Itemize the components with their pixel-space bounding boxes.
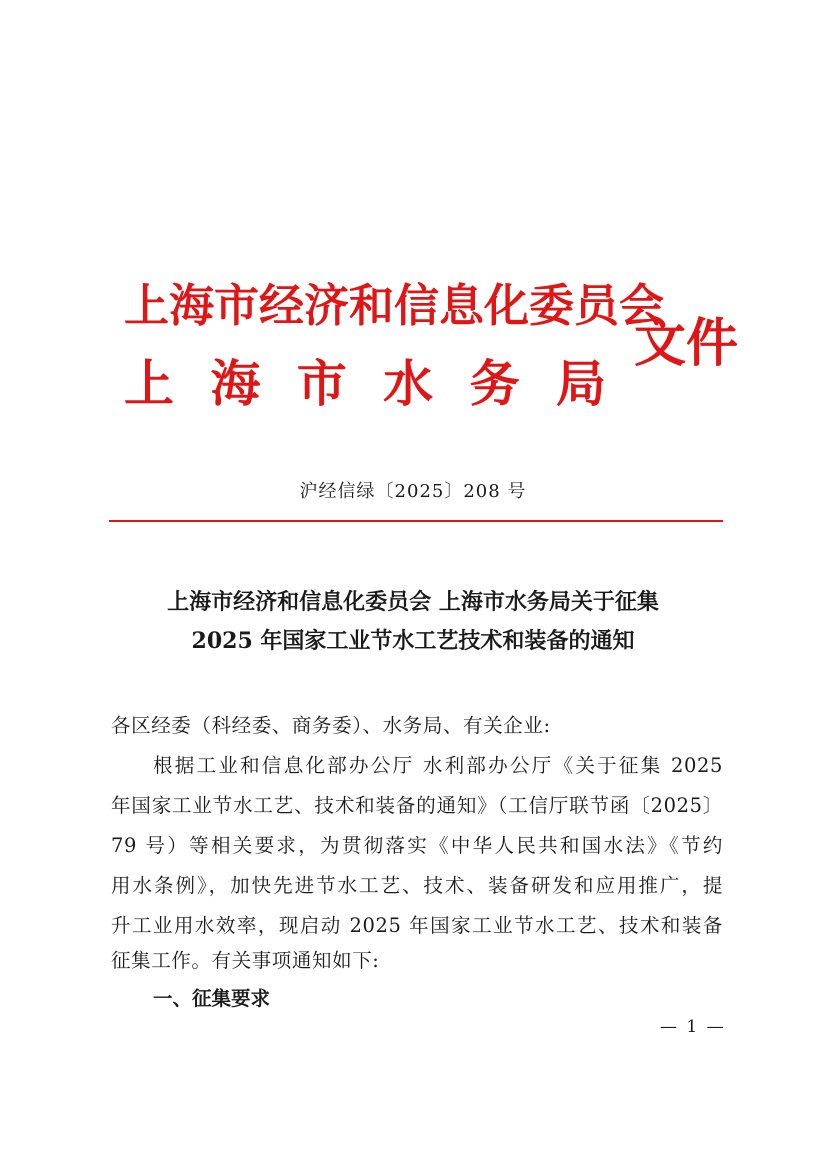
page-number: — 1 —	[660, 1017, 726, 1037]
body-line: 升工业用水效率，现启动 2025 年国家工业节水工艺、技术和装备	[111, 914, 723, 937]
section-heading: 一、征集要求	[153, 987, 271, 1010]
body-line: 用水条例》，加快先进节水工艺、技术、装备研发和应用推广，提	[111, 874, 723, 897]
issuer-char: 上	[124, 354, 174, 413]
body-line: 根据工业和信息化部办公厅 水利部办公厅《关于征集 2025	[153, 754, 723, 777]
issuer-name-economy: 上海市经济和信息化委员会	[124, 279, 665, 332]
document-title-line-1: 上海市经济和信息化委员会 上海市水务局关于征集	[167, 589, 659, 615]
red-divider	[109, 520, 723, 522]
issuer-char: 市	[296, 354, 347, 413]
issuer-char: 局	[555, 354, 606, 413]
document-number: 沪经信绿〔2025〕208 号	[299, 481, 527, 502]
issuer-char: 海	[210, 354, 261, 413]
body-line: 79 号）等相关要求，为贯彻落实《中华人民共和国水法》《节约	[111, 834, 723, 857]
document-title-line-2: 2025 年国家工业节水工艺技术和装备的通知	[191, 628, 635, 654]
body-line: 征集工作。有关事项通知如下:	[111, 949, 380, 972]
document-type-label: 文件	[634, 313, 739, 374]
issuer-char: 水	[383, 354, 434, 413]
issuer-line-1	[124, 276, 665, 336]
salutation: 各区经委（科经委、商务委）、水务局、有关企业:	[111, 714, 551, 737]
issuer-line-2	[124, 354, 606, 414]
body-line: 年国家工业节水工艺、技术和装备的通知》（工信厅联节函〔2025〕	[111, 794, 723, 817]
issuer-char: 务	[469, 354, 520, 413]
